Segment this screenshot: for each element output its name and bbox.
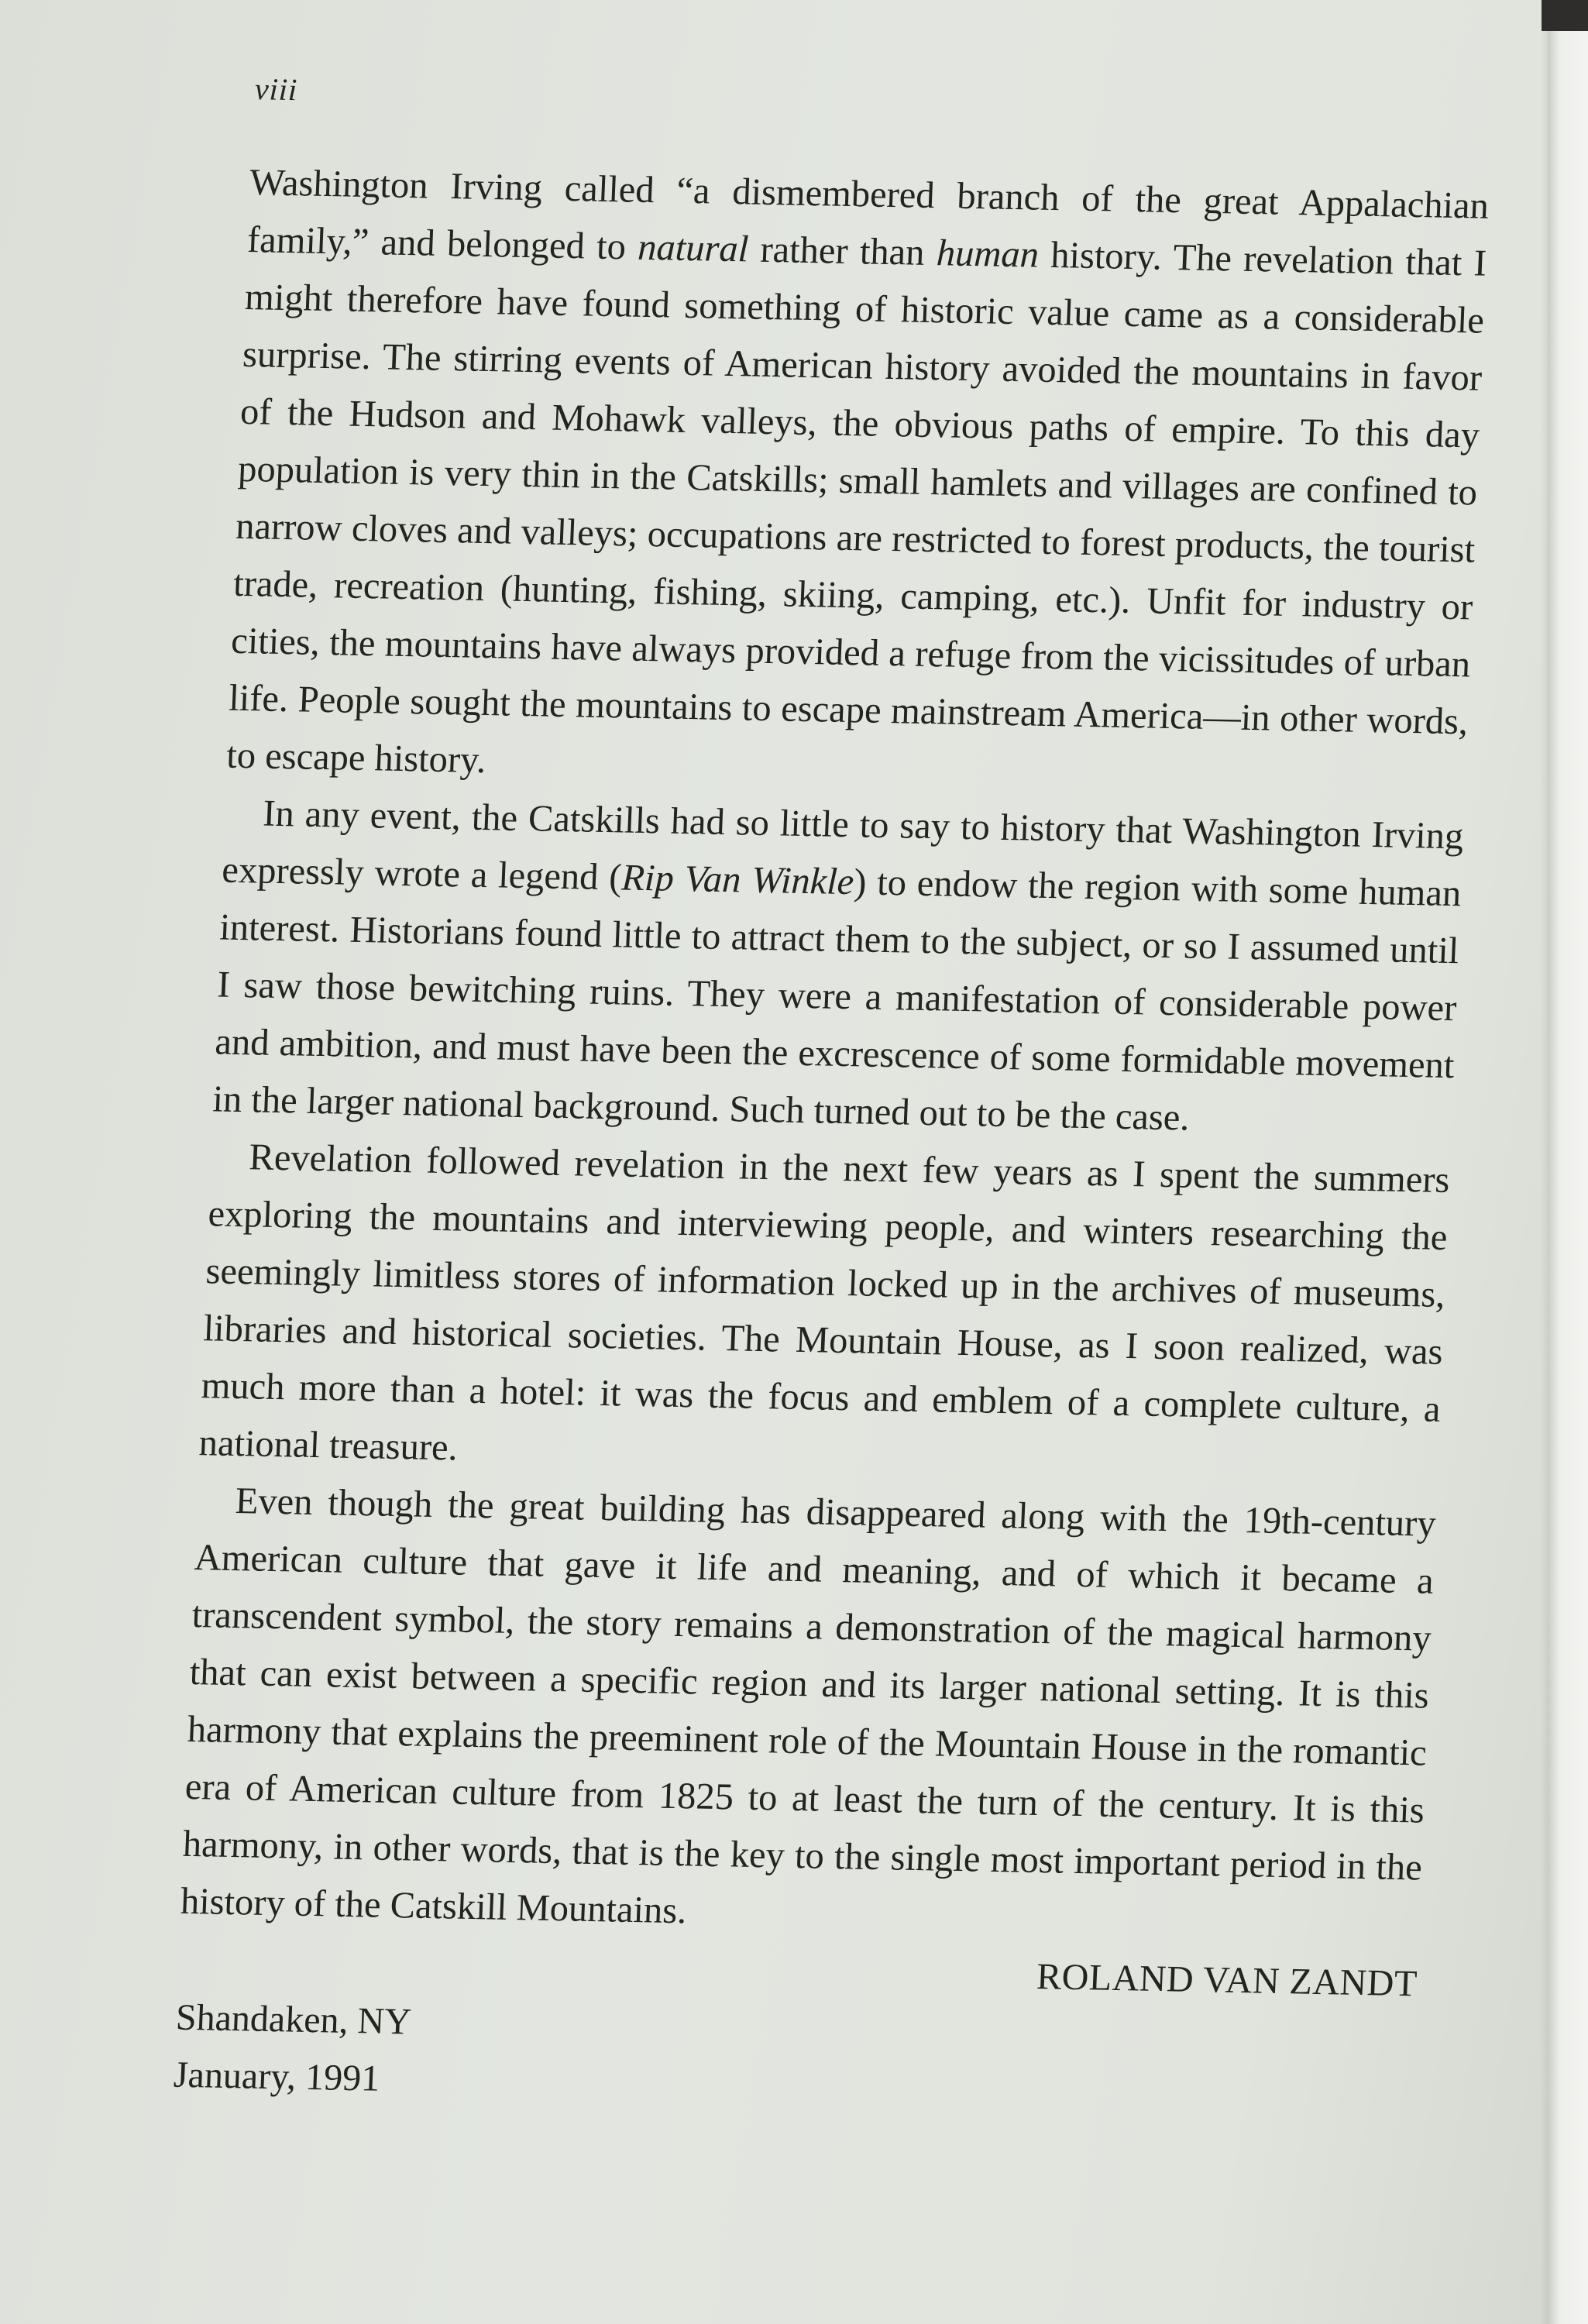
printed-page [173, 70, 1493, 2099]
dateline-date: January, 1991 [173, 2054, 381, 2099]
paragraph [198, 1128, 1451, 1495]
text-run: ) to endow the region with some human interest. Historians found little to attract them to the subject, or so I assumed until I saw those bewitching ruins. They were a manifestation of considerable power and ambition, and must have been the excrescence of some formidable movement in the larger national background. Such turned out to be the case. [211, 861, 1463, 1139]
italic-run: natural [637, 226, 750, 270]
dateline-place: Shandaken, NY [174, 1996, 413, 2043]
page-gutter-shadow [1540, 0, 1548, 2324]
page-number: viii [254, 71, 299, 108]
preface-body [173, 154, 1490, 2127]
next-page-edge [1548, 0, 1588, 2324]
paragraph [180, 1472, 1437, 1954]
text-run: rather than [748, 229, 938, 274]
paragraph-list [180, 154, 1490, 1954]
text-run: history. The revelation that I might therefore have found something of historic value came as a considerable surprise. The stirring events of American history avoided the mountains in favor of the Hudson and Mohawk valleys, the obvious paths of empire. To this day population is very thin in the Catskills; small hamlets and villages are confined to narrow cloves and valleys; occupations are restricted to forest products, the tourist trade, recreation (hunting, fishing, skiing, camping, etc.). Unfit for industry or cities, the mountains have always provided a refuge from the vicissitudes of urban life. People sought the mountains to escape mainstream America—in other words, to escape history. [225, 234, 1487, 782]
italic-run: Rip Van Winkle [620, 857, 855, 903]
paragraph [211, 785, 1465, 1152]
paragraph [225, 154, 1490, 808]
text-run: In any event, the Catskills had so little to say to history that Washington Irving expressly wrote a legend ( [221, 792, 1465, 899]
text-run: Washington Irving called “a dismembered branch of the great Appalachian family,” and belonged to [246, 162, 1490, 268]
dark-background-corner [1542, 0, 1588, 31]
italic-run: human [935, 232, 1040, 276]
dateline [173, 1989, 1417, 2128]
author-signature: ROLAND VAN ZANDT [1036, 1956, 1418, 2005]
text-run: Revelation followed revelation in the next few years as I spent the summers exploring the mountains and interviewing people, and winters researching the seemingly limitless stores of information locked up in the archives of museums, libraries and historical societies. The Mountain House, as I soon realized, was much more than a hotel: it was the focus and emblem of a complete culture, a national treasure. [198, 1136, 1451, 1469]
text-run: Even though the great building has disappeared along with the 19th-century American culture that gave it life and meaning, and of which it became a transcendent symbol, the story remains a demonstration of the magical harmony that can exist between a specific region and its larger national setting. It is this harmony that explains the preeminent role of the Mountain House in the romantic era of American culture from 1825 to at least the turn of the century. It is this harmony, in other words, that is the key to the single most important period in the history of the Catskill Mountains. [180, 1480, 1437, 1932]
